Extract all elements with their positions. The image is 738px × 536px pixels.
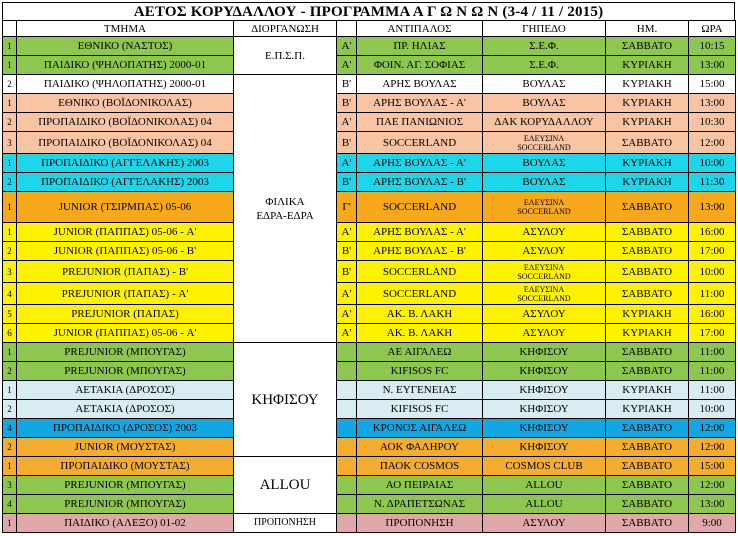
row-team: PREJUNIOR (ΠΑΠΑΣ) - Α' (17, 283, 234, 305)
row-team: ΠΡΟΠΑΙΔΙΚΟ (ΒΟΪΔΟΝΙΚΟΛΑΣ) 04 (17, 113, 234, 132)
row-team: PREJUNIOR (ΜΠΟΥΓΑΣ) (17, 362, 234, 381)
row-opponent: SOCCERLAND (357, 132, 483, 154)
schedule-table (2, 20, 736, 533)
org-training: ΠΡΟΠΟΝΗΣΗ (234, 514, 337, 533)
row-index: 3 (3, 261, 17, 283)
row-opponent: ΑΟΚ ΦΑΛΗΡΟΥ (357, 438, 483, 457)
row-opponent: ΠΡΟΠΟΝΗΣΗ (357, 514, 483, 533)
row-group: Α' (337, 154, 357, 173)
header-opponent: ΑΝΤΙΠΑΛΟΣ (357, 21, 483, 37)
row-team: ΑΕΤΑΚΙΑ (ΔΡΟΣΟΣ) (17, 400, 234, 419)
row-group: Α' (337, 283, 357, 305)
row-team: ΑΕΤΑΚΙΑ (ΔΡΟΣΟΣ) (17, 381, 234, 400)
row-index: 6 (3, 324, 17, 343)
row-venue: ΚΗΦΙΣΟΥ (483, 419, 606, 438)
table-row (3, 419, 736, 438)
table-row (3, 37, 736, 56)
row-venue: ΔΑΚ ΚΟΡΥΔΑΛΛΟΥ (483, 113, 606, 132)
row-time: 12:00 (689, 476, 736, 495)
row-team: JUNIOR (ΠΑΠΠΑΣ) 05-06 - Α' (17, 223, 234, 242)
row-group: Β' (337, 94, 357, 113)
table-row (3, 113, 736, 132)
org-friendly-label: ΦΙΛΙΚΑ ΕΔΡΑ-ΕΔΡΑ (256, 195, 314, 222)
row-day: ΣΑΒΒΑΤΟ (606, 419, 689, 438)
table-row (3, 476, 736, 495)
row-opponent: ΑΕ ΑΙΓΑΛΕΩ (357, 343, 483, 362)
row-index: 2 (3, 242, 17, 261)
row-time: 16:00 (689, 223, 736, 242)
row-venue: Σ.Ε.Φ. (483, 37, 606, 56)
row-day: ΣΑΒΒΑΤΟ (606, 476, 689, 495)
org-allou: ALLOU (234, 457, 337, 514)
row-opponent: ΦΟΙΝ. ΑΓ. ΣΟΦΙΑΣ (357, 56, 483, 75)
row-group (337, 514, 357, 533)
row-day: ΣΑΒΒΑΤΟ (606, 514, 689, 533)
row-day: ΚΥΡΙΑΚΗ (606, 56, 689, 75)
row-day: ΣΑΒΒΑΤΟ (606, 362, 689, 381)
row-day: ΣΑΒΒΑΤΟ (606, 438, 689, 457)
row-day: ΣΑΒΒΑΤΟ (606, 343, 689, 362)
table-row (3, 362, 736, 381)
table-row (3, 261, 736, 283)
row-opponent: KIFISOS FC (357, 400, 483, 419)
row-team: PREJUNIOR (ΜΠΟΥΓΑΣ) (17, 343, 234, 362)
row-index: 2 (3, 400, 17, 419)
row-venue: ΚΗΦΙΣΟΥ (483, 362, 606, 381)
row-day: ΣΑΒΒΑΤΟ (606, 223, 689, 242)
row-venue (483, 283, 606, 305)
row-venue: ΚΗΦΙΣΟΥ (483, 343, 606, 362)
row-opponent: ΠΡ. ΗΛΙΑΣ (357, 37, 483, 56)
row-index: 1 (3, 457, 17, 476)
row-group: Α' (337, 223, 357, 242)
row-time: 10:30 (689, 113, 736, 132)
venue-line-1: ΕΛΕΥΣΙΝΑ (523, 198, 565, 207)
row-venue: ΚΗΦΙΣΟΥ (483, 438, 606, 457)
row-time: 12:00 (689, 132, 736, 154)
row-opponent: ΚΡΟΝΟΣ ΑΙΓΑΛΕΩ (357, 419, 483, 438)
row-team: JUNIOR (ΠΑΠΠΑΣ) 05-06 - Α' (17, 324, 234, 343)
table-row (3, 495, 736, 514)
row-time: 12:00 (689, 419, 736, 438)
row-opponent: SOCCERLAND (357, 283, 483, 305)
row-time: 17:00 (689, 242, 736, 261)
row-venue (483, 132, 606, 154)
row-group (337, 400, 357, 419)
row-index: 2 (3, 173, 17, 192)
row-opponent: KIFISOS FC (357, 362, 483, 381)
row-index: 1 (3, 381, 17, 400)
row-venue: ALLOU (483, 495, 606, 514)
table-row (3, 56, 736, 75)
row-index: 1 (3, 37, 17, 56)
row-opponent: ΑΡΗΣ ΒΟΥΛΑΣ (357, 75, 483, 94)
row-opponent: SOCCERLAND (357, 261, 483, 283)
row-team: PREJUNIOR (ΜΠΟΥΓΑΣ) (17, 495, 234, 514)
row-team: ΠΑΙΔΙΚΟ (ΨΗΛΟΠΑΤΗΣ) 2000-01 (17, 75, 234, 94)
row-time: 13:00 (689, 94, 736, 113)
row-index: 5 (3, 305, 17, 324)
row-venue: Σ.Ε.Φ. (483, 56, 606, 75)
header-org: ΔΙΟΡΓΑΝΩΣΗ (234, 21, 337, 37)
row-time: 16:00 (689, 305, 736, 324)
table-row (3, 305, 736, 324)
row-day: ΚΥΡΙΑΚΗ (606, 113, 689, 132)
header-venue: ΓΗΠΕΔΟ (483, 21, 606, 37)
row-time: 13:00 (689, 192, 736, 223)
row-day: ΚΥΡΙΑΚΗ (606, 400, 689, 419)
row-opponent: SOCCERLAND (357, 192, 483, 223)
row-group (337, 438, 357, 457)
schedule-sheet (2, 2, 735, 533)
row-time: 11:00 (689, 381, 736, 400)
row-index: 4 (3, 495, 17, 514)
row-opponent: Ν. ΕΥΓΕΝΕΙΑΣ (357, 381, 483, 400)
row-time: 10:00 (689, 261, 736, 283)
table-row (3, 94, 736, 113)
row-opponent: ΑΡΗΣ ΒΟΥΛΑΣ - Β' (357, 242, 483, 261)
row-venue: ΒΟΥΛΑΣ (483, 94, 606, 113)
row-index: 3 (3, 476, 17, 495)
row-group: Β' (337, 75, 357, 94)
header-group (337, 21, 357, 37)
row-day: ΣΑΒΒΑΤΟ (606, 192, 689, 223)
row-group: Β' (337, 261, 357, 283)
row-group: Α' (337, 324, 357, 343)
venue-line-2: SOCCERLAND (517, 142, 571, 152)
row-time: 13:00 (689, 495, 736, 514)
row-opponent: ΠΑΟΚ COSMOS (357, 457, 483, 476)
venue-line-2: SOCCERLAND (517, 271, 571, 281)
row-index: 1 (3, 56, 17, 75)
row-group (337, 362, 357, 381)
row-day: ΚΥΡΙΑΚΗ (606, 305, 689, 324)
org-epsp: Ε.Π.Σ.Π. (234, 37, 337, 75)
table-row (3, 223, 736, 242)
row-index: 1 (3, 192, 17, 223)
row-team: ΠΡΟΠΑΙΔΙΚΟ (ΜΟΥΣΤΑΣ) (17, 457, 234, 476)
header-index (3, 21, 17, 37)
row-day: ΣΑΒΒΑΤΟ (606, 283, 689, 305)
row-team: ΠΑΙΔΙΚΟ (ΑΛΕΞΟ) 01-02 (17, 514, 234, 533)
venue-line-2: SOCCERLAND (517, 293, 571, 303)
row-index: 3 (3, 132, 17, 154)
row-venue: ΒΟΥΛΑΣ (483, 173, 606, 192)
row-group: Α' (337, 56, 357, 75)
row-day: ΣΑΒΒΑΤΟ (606, 457, 689, 476)
row-day: ΣΑΒΒΑΤΟ (606, 132, 689, 154)
row-opponent: ΑΡΗΣ ΒΟΥΛΑΣ - Β' (357, 173, 483, 192)
table-row (3, 438, 736, 457)
row-group: Α' (337, 37, 357, 56)
row-team: ΕΘΝΙΚΟ (ΝΑΣΤΟΣ) (17, 37, 234, 56)
org-kifisou: ΚΗΦΙΣΟΥ (234, 343, 337, 457)
row-index: 1 (3, 223, 17, 242)
row-index: 2 (3, 113, 17, 132)
row-opponent: ΑΚ. Β. ΛΑΚΗ (357, 324, 483, 343)
table-row (3, 75, 736, 94)
row-team: ΠΡΟΠΑΙΔΙΚΟ (ΑΓΓΕΛΑΚΗΣ) 2003 (17, 154, 234, 173)
org-friendly (234, 75, 337, 343)
row-time: 10:15 (689, 37, 736, 56)
venue-line-1: ΕΛΕΥΣΙΝΑ (523, 133, 565, 143)
row-time: 11:30 (689, 173, 736, 192)
row-group (337, 495, 357, 514)
row-team: ΠΡΟΠΑΙΔΙΚΟ (ΔΡΟΣΟΣ) 2003 (17, 419, 234, 438)
row-time: 17:00 (689, 324, 736, 343)
table-row (3, 343, 736, 362)
row-venue: ΚΗΦΙΣΟΥ (483, 400, 606, 419)
row-day: ΣΑΒΒΑΤΟ (606, 261, 689, 283)
row-index: 2 (3, 75, 17, 94)
row-time: 10:00 (689, 154, 736, 173)
row-group: Β' (337, 242, 357, 261)
row-opponent: ΑΚ. Β. ΛΑΚΗ (357, 305, 483, 324)
row-opponent: ΑΡΗΣ ΒΟΥΛΑΣ - Α' (357, 154, 483, 173)
table-row (3, 381, 736, 400)
row-day: ΣΑΒΒΑΤΟ (606, 37, 689, 56)
row-team: JUNIOR (ΜΟΥΣΤΑΣ) (17, 438, 234, 457)
row-team: ΠΡΟΠΑΙΔΙΚΟ (ΑΓΓΕΛΑΚΗΣ) 2003 (17, 173, 234, 192)
header-team: ΤΜΗΜΑ (17, 21, 234, 37)
row-index: 2 (3, 362, 17, 381)
table-row (3, 132, 736, 154)
row-index: 4 (3, 419, 17, 438)
row-time: 15:00 (689, 457, 736, 476)
row-team: ΠΡΟΠΑΙΔΙΚΟ (ΒΟΪΔΟΝΙΚΟΛΑΣ) 04 (17, 132, 234, 154)
row-team: PREJUNIOR (ΠΑΠΑΣ) - Β' (17, 261, 234, 283)
row-day: ΚΥΡΙΑΚΗ (606, 154, 689, 173)
row-day: ΚΥΡΙΑΚΗ (606, 381, 689, 400)
table-row (3, 324, 736, 343)
venue-line-2: SOCCERLAND (517, 207, 571, 216)
row-time: 10:00 (689, 400, 736, 419)
row-venue (483, 192, 606, 223)
row-opponent: ΑΡΗΣ ΒΟΥΛΑΣ - Α' (357, 94, 483, 113)
venue-line-1: ΕΛΕΥΣΙΝΑ (523, 284, 565, 294)
row-opponent: Ν. ΔΡΑΠΕΤΣΩΝΑΣ (357, 495, 483, 514)
header-day: ΗΜ. (606, 21, 689, 37)
row-group (337, 381, 357, 400)
row-venue: ΑΣΥΛΟΥ (483, 242, 606, 261)
row-group: Α' (337, 305, 357, 324)
row-day: ΚΥΡΙΑΚΗ (606, 94, 689, 113)
row-group: Α' (337, 113, 357, 132)
row-group (337, 419, 357, 438)
row-venue: ΚΗΦΙΣΟΥ (483, 381, 606, 400)
row-time: 11:00 (689, 343, 736, 362)
row-team: PREJUNIOR (ΠΑΠΑΣ) (17, 305, 234, 324)
row-venue: ΒΟΥΛΑΣ (483, 154, 606, 173)
row-venue: ALLOU (483, 476, 606, 495)
row-venue: ΑΣΥΛΟΥ (483, 324, 606, 343)
row-group: Β' (337, 173, 357, 192)
table-row (3, 457, 736, 476)
row-team: PREJUNIOR (ΜΠΟΥΓΑΣ) (17, 476, 234, 495)
row-day: ΚΥΡΙΑΚΗ (606, 324, 689, 343)
header-time: ΩΡΑ (689, 21, 736, 37)
row-time: 15:00 (689, 75, 736, 94)
row-group: Β' (337, 132, 357, 154)
row-time: 12:00 (689, 438, 736, 457)
row-time: 11:00 (689, 283, 736, 305)
row-time: 13:00 (689, 56, 736, 75)
table-row (3, 283, 736, 305)
row-index: 1 (3, 343, 17, 362)
row-group (337, 457, 357, 476)
row-venue: ΑΣΥΛΟΥ (483, 223, 606, 242)
row-index: 1 (3, 514, 17, 533)
row-opponent: ΠΑΕ ΠΑΝΙΩΝΙΟΣ (357, 113, 483, 132)
row-time: 9:00 (689, 514, 736, 533)
row-venue: ΑΣΥΛΟΥ (483, 305, 606, 324)
row-team: JUNIOR (ΤΣΙΡΜΠΑΣ) 05-06 (17, 192, 234, 223)
row-index: 1 (3, 94, 17, 113)
row-opponent: ΑΟ ΠΕΙΡΑΙΑΣ (357, 476, 483, 495)
table-row (3, 192, 736, 223)
row-group (337, 343, 357, 362)
table-row (3, 242, 736, 261)
row-opponent: ΑΡΗΣ ΒΟΥΛΑΣ - Α' (357, 223, 483, 242)
row-index: 2 (3, 438, 17, 457)
row-venue: ΑΣΥΛΟΥ (483, 514, 606, 533)
table-row (3, 173, 736, 192)
row-index: 1 (3, 154, 17, 173)
venue-line-1: ΕΛΕΥΣΙΝΑ (523, 262, 565, 272)
row-day: ΣΑΒΒΑΤΟ (606, 495, 689, 514)
row-venue: COSMOS CLUB (483, 457, 606, 476)
row-venue (483, 261, 606, 283)
row-index: 4 (3, 283, 17, 305)
row-venue: ΒΟΥΛΑΣ (483, 75, 606, 94)
table-row (3, 400, 736, 419)
row-time: 11:00 (689, 362, 736, 381)
row-team: ΕΘΝΙΚΟ (ΒΟΪΔΟΝΙΚΟΛΑΣ) (17, 94, 234, 113)
row-group (337, 476, 357, 495)
table-row (3, 154, 736, 173)
row-group: Γ' (337, 192, 357, 223)
row-day: ΣΑΒΒΑΤΟ (606, 242, 689, 261)
row-day: ΚΥΡΙΑΚΗ (606, 75, 689, 94)
table-row (3, 514, 736, 533)
row-day: ΚΥΡΙΑΚΗ (606, 173, 689, 192)
row-team: ΠΑΙΔΙΚΟ (ΨΗΛΟΠΑΤΗΣ) 2000-01 (17, 56, 234, 75)
page-title: ΑΕΤΟΣ ΚΟΡΥΔΑΛΛΟΥ - ΠΡΟΓΡΑΜΜΑ Α Γ Ω Ν Ω Ν (3-4 / 11 / 2015) (2, 2, 735, 20)
row-team: JUNIOR (ΠΑΠΠΑΣ) 05-06 - Β' (17, 242, 234, 261)
